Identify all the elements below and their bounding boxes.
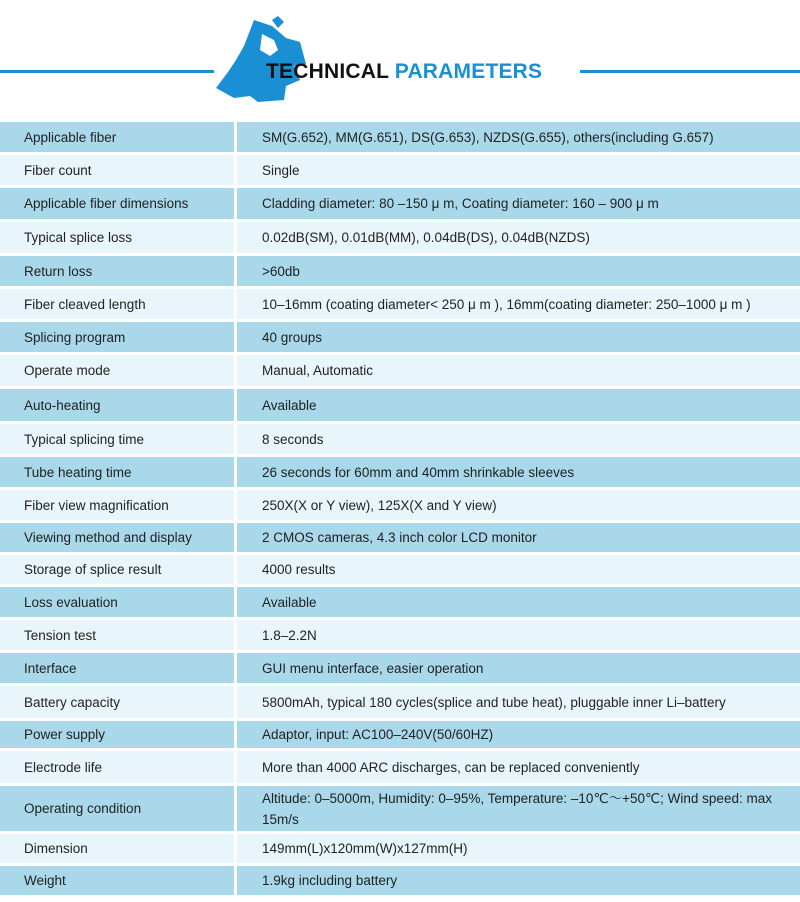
title-word-technical: TECHNICAL: [266, 60, 389, 83]
parameter-value: 40 groups: [262, 329, 323, 345]
table-row: [0, 834, 800, 866]
parameter-label: Return loss: [0, 256, 237, 286]
header: [0, 0, 800, 122]
parameter-label: Fiber view magnification: [0, 490, 237, 520]
parameter-value: Altitude: 0–5000m, Humidity: 0–95%, Temperature: –10℃～+50℃; Wind speed: max 15m/s: [262, 790, 772, 827]
parameter-value: 250X(X or Y view), 125X(X and Y view): [262, 497, 497, 513]
table-row: [0, 389, 800, 424]
parameter-label: Electrode life: [0, 751, 237, 783]
table-row: [0, 355, 800, 389]
parameter-label: Operate mode: [0, 355, 237, 386]
parameter-value: Available: [262, 397, 317, 413]
header-rule-right: [580, 70, 800, 73]
table-row: [0, 555, 800, 587]
parameter-label: Applicable fiber: [0, 122, 237, 152]
table-row: [0, 256, 800, 289]
table-row: [0, 424, 800, 457]
parameter-label: Typical splicing time: [0, 424, 237, 454]
parameter-value: 2 CMOS cameras, 4.3 inch color LCD monitor: [262, 530, 537, 545]
parameter-label: Tube heating time: [0, 457, 237, 487]
parameter-value: 10–16mm (coating diameter< 250 μ m ), 16mm(coating diameter: 250–1000 μ m ): [262, 296, 751, 312]
parameter-label: Power supply: [0, 721, 237, 748]
table-row: [0, 686, 800, 721]
table-row: [0, 322, 800, 355]
parameter-value: 4000 results: [262, 562, 336, 577]
parameter-label: Viewing method and display: [0, 523, 237, 552]
title-word-parameters: PARAMETERS: [394, 60, 543, 83]
header-rule-left: [0, 70, 214, 73]
parameter-value: Manual, Automatic: [262, 363, 374, 378]
table-row: [0, 523, 800, 555]
parameter-label: Interface: [0, 653, 237, 683]
parameter-label: Auto-heating: [0, 389, 237, 421]
table-row: [0, 721, 800, 751]
page-title: [266, 59, 542, 85]
table-row: [0, 620, 800, 653]
parameter-value: 1.9kg including battery: [262, 873, 398, 888]
parameter-label: Splicing program: [0, 322, 237, 352]
table-row: [0, 653, 800, 686]
parameter-value: 149mm(L)x120mm(W)x127mm(H): [262, 841, 468, 856]
parameter-label: Loss evaluation: [0, 587, 237, 617]
table-row: [0, 786, 800, 834]
table-row: [0, 122, 800, 155]
table-row: [0, 490, 800, 523]
parameter-label: Fiber cleaved length: [0, 289, 237, 319]
parameter-value: 5800mAh, typical 180 cycles(splice and tube heat), pluggable inner Li–battery: [262, 694, 726, 710]
parameter-value: 0.02dB(SM), 0.01dB(MM), 0.04dB(DS), 0.04dB(NZDS): [262, 230, 590, 245]
table-row: [0, 188, 800, 222]
table-row: [0, 222, 800, 256]
parameter-label: Fiber count: [0, 155, 237, 185]
parameter-label: Tension test: [0, 620, 237, 650]
parameters-table: [0, 122, 800, 898]
parameter-value: More than 4000 ARC discharges, can be replaced conveniently: [262, 759, 640, 775]
parameter-value: Cladding diameter: 80 –150 μ m, Coating diameter: 160 – 900 μ m: [262, 196, 659, 211]
table-row: [0, 289, 800, 322]
parameter-label: Applicable fiber dimensions: [0, 188, 237, 219]
parameter-value: 1.8–2.2N: [262, 627, 317, 643]
parameter-value: >60db: [262, 263, 300, 279]
table-row: [0, 457, 800, 490]
table-row: [0, 155, 800, 188]
parameter-label: Storage of splice result: [0, 555, 237, 584]
parameter-label: Battery capacity: [0, 686, 237, 718]
parameter-label: Operating condition: [0, 786, 237, 831]
parameter-value: 8 seconds: [262, 431, 324, 447]
parameter-value: Available: [262, 594, 317, 610]
table-row: [0, 866, 800, 898]
parameter-value: SM(G.652), MM(G.651), DS(G.653), NZDS(G.655), others(including G.657): [262, 129, 714, 145]
parameter-value: Adaptor, input: AC100–240V(50/60HZ): [262, 727, 494, 742]
parameter-label: Weight: [0, 866, 237, 895]
parameter-value: Single: [262, 162, 300, 178]
parameter-value: 26 seconds for 60mm and 40mm shrinkable sleeves: [262, 464, 575, 480]
parameter-label: Dimension: [0, 834, 237, 863]
parameter-value: GUI menu interface, easier operation: [262, 660, 484, 676]
parameter-label: Typical splice loss: [0, 222, 237, 253]
table-row: [0, 587, 800, 620]
table-row: [0, 751, 800, 786]
